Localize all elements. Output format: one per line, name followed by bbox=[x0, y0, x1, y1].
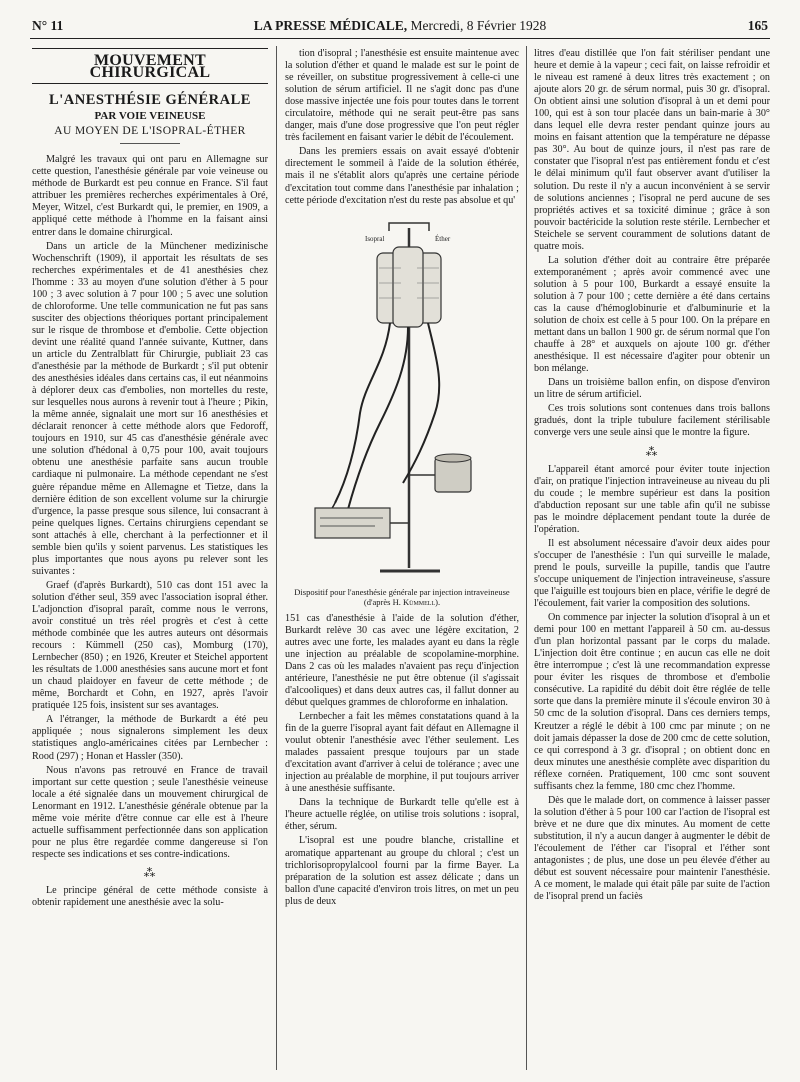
article-title: L'ANESTHÉSIE GÉNÉRALE bbox=[49, 92, 251, 109]
isopral-label: Isopral bbox=[365, 234, 385, 243]
section-separator: ⁂ bbox=[143, 865, 157, 880]
issue-date: Mercredi, 8 Février 1928 bbox=[410, 18, 547, 33]
paragraph: tion d'isopral ; l'anesthésie est ensuite maintenue avec la solution d'éther et quand le malade est sur le point de se réveiller, on substitue progressivement à celle-ci une solution de sérum artificiel. Il ne s'agit donc pas d'une dose massive injectée une fois pour toutes dans le torrent circulatoire, méthode qui ne serait peut-être pas sans danger, mais d'une dose progressive que l'on peut régler très facilement en faisant varier le débit de l'écoulement. bbox=[285, 48, 519, 144]
paragraph: L'appareil étant amorcé pour éviter toute injection d'air, on pratique l'injection intraveineuse au niveau du pli du coude ; le membre supérieur est dans la position d'abduction reposant sur une table afin qu'il ne subisse pas le moindre déplacement pendant toute la durée de l'opération. bbox=[534, 463, 770, 535]
paragraph: Ces trois solutions sont contenues dans trois ballons gradués, dont la triple tubulure facilement stérilisable converge vers une seule ainsi que le montre la figure. bbox=[534, 403, 770, 439]
column-3 bbox=[534, 48, 770, 1068]
article-subtitle: AU MOYEN DE L'ISOPRAL-ÉTHER bbox=[54, 125, 246, 138]
paragraph: Dès que le malade dort, on commence à laisser passer la solution d'éther à 5 pour 100 car l'action de l'isopral est brève et ne dure que dix minutes. Au moment de cette substitution, il n'y a aucun danger à augmenter le débit de l'écoulement de l'éther car l'isopral et l'éther sont antagonistes ; de plus, une dose un peu élevée d'éther au début est souvent nécessaire pour maintenir l'anesthésie. A ce moment, le malade qui était pâle par suite de l'action de l'isopral prend un faciès bbox=[534, 794, 770, 903]
section-separator: ⁂ bbox=[645, 444, 659, 459]
paragraph: On commence par injecter la solution d'isopral à un et demi pour 100 en mettant l'appareil à 50 cm. au-dessus d'un plan horizontal passant par le corps du malade. L'injection doit être continue ; en aucun cas elle ne doit être interrompue ; c'est là une recommandation expresse pour éviter les risques de thrombose et d'embolie consécutive. La rapidité du débit doit être réglée de telle sorte que dans la première minute il s'écoule environ 30 à 50 cmc de la solution d'isopral. Dans ces derniers temps, Kreutzer a réglé le débit à 100 cmc par minute ; on ne doit jamais dépasser la dose de 200 cmc de cette solution, ce qui correspond à 3 gr. d'isopral ; on obtient donc en deux minutes une anesthésie complète avec disparition du réflexe cornéen. Pratiquement, 100 cmc sont souvent suffisants chez la femme, 180 cmc chez l'homme. bbox=[534, 612, 770, 792]
paragraph: Dans un article de la Münchener medizinische Wochenschrift (1909), il apportait les résultats de ses recherches expérimentales et de 41 anesthésies chez l'homme : 33 au moyen d'une solution d'éther à 5 pour 100 ; 3 avec solution à 7 pour 100 ; 5 avec une solution de chloroforme. Une telle communication ne fut pas sans susciter des objections théoriques portant principalement sur le risque de thrombose et d'embolie. Cette objection devint une réalité quand l'année suivante, Kuttner, dans un article du Zentralblatt für Chirurgie, publiait 23 cas d'anesthésie par la méthode de Burkardt ; s'il put obtenir des anesthésies idéales dans certains cas, il eut néanmoins à déplorer deux cas d'embolies, non mortelles du reste, sur lesquelles nous aurons à revenir tout à l'heure ; Pikin, la même année, signalait une mort sur 16 anesthésies et déclarait renoncer à cette méthode alors que Fedoroff, toujours en 1910, sur 45 cas d'anesthésie générale avec une solution d'hédonal à 0,75 pour 100, avait toujours obtenu une anesthésie parfaite sans aucun trouble cardiaque ni pulmonaire. La méthode cependant ne s'est guère répandue même en Allemagne et Tietze, dans la dernière édition de son excellent volume sur la chirurgie d'urgence, la passe presque sous silence, lui consacrant à peine quelques lignes. Certains chirurgiens cependant se sont attachés à elle, cherchant à la perfectionner et il semble bien qu'ils y soient parvenus. Les statistiques les plus importantes que nous ayons pu relever sont les suivantes : bbox=[32, 240, 268, 577]
paragraph: Dans la technique de Burkardt telle qu'elle est à l'heure actuelle réglée, on utilise trois solutions : isopral, éther, sérum. bbox=[285, 797, 519, 833]
ether-label: Éther bbox=[435, 234, 451, 243]
paragraph: Le principe général de cette méthode consiste à obtenir rapidement une anesthésie avec la solu- bbox=[32, 885, 268, 909]
journal-title bbox=[30, 18, 770, 34]
caption-text: Dispositif pour l'anesthésie générale par injection intraveineuse (d'après H. bbox=[294, 586, 510, 607]
apparatus-illustration bbox=[285, 213, 519, 583]
paragraph: Malgré les travaux qui ont paru en Allemagne sur cette question, l'anesthésie générale par voie veineuse ou méthode de Burkardt est peu connue en France. S'il faut attribuer les premières recherches expérimentales à Oré, Meyer, Witzel, c'est Burkardt qui, le premier, en 1909, a appliqué cette méthode à l'homme en la faisant ainsi entrer dans le domaine chirurgical. bbox=[32, 154, 268, 238]
column-1 bbox=[32, 48, 268, 1068]
issue-number: N° 11 bbox=[32, 18, 64, 33]
paragraph: Dans les premiers essais on avait essayé d'obtenir directement le sommeil à l'aide de la solution éthérée, mais il ne s'établit alors qu'après une certaine période d'excitation tout comme dans l'anesthésie par inhalation ; cette période d'excitation n'est du reste pas absolue et qu' bbox=[285, 146, 519, 206]
figure-caption bbox=[293, 587, 511, 607]
paragraph: Nous n'avons pas retrouvé en France de travail important sur cette question ; seule l'anesthésie veineuse locale a été signalée dans un mouvement chirurgical de Lenormant en 1912. L'anesthésie générale obtenue par la même voie mérite d'être connue car elle est à l'heure actuelle suffisamment perfectionnée dans son application pour ne plus être regardée comme dangereuse si l'on respecte ses indications et ses contre-indications. bbox=[32, 764, 268, 860]
article-subtitle: PAR VOIE VEINEUSE bbox=[94, 110, 206, 123]
paragraph: La solution d'éther doit au contraire être préparée extemporanément ; après avoir commencé avec une solution à 5 pour 100, Burkardt a essayé ensuite la solution à 7 pour 100 ; cette dernière a été dans certains cas la cause d'hémoglobinurie et d'albuminurie et la solution de choix est celle à 5 pour 100. On la prépare en mettant dans un ballon 1 900 gr. de sérum normal que l'on chauffe à 28° et auxquels on ajoute 100 gr. d'éther anesthésique. Il est nécessaire d'agiter pour obtenir un bon mélange. bbox=[534, 254, 770, 375]
apparatus-figure bbox=[285, 213, 519, 583]
paragraph: Graef (d'après Burkardt), 510 cas dont 151 avec la solution d'éther seul, 359 avec l'association isopral éther. L'adjonction d'isopral paraît, comme nous le verrons, avoir constitué un très réel progrès et c'est à cette méthode combinée que les autres auteurs ont désormais recours : Kümmell (250 cas), Momburg (170), Lernbecher (850) ; en 1926, Kreuter et Steichel apportent les résultats de 1.000 anesthésies sans aucune mort et font un chaud plaidoyer en faveur de cette méthode ; de même, Borchardt et Cohn, en 1927, après l'avoir pratiquée 125 fois, insistent sur ses avantages. bbox=[32, 579, 268, 712]
paragraph: 151 cas d'anesthésie à l'aide de la solution d'éther, Burkardt relève 30 cas avec une légère excitation, 2 autres avec une forte, les malades ayant eu dans la règle une injection au préalable de scopolamine-morphine. Dans 2 cas où les malades n'avaient pas reçu d'injection antérieure, l'anesthésie ne put être obtenue (il s'agissait d'alcooliques) et dans deux autres cas, il fallut donner au début quelques grammes de chloroforme en inhalation. bbox=[285, 612, 519, 708]
column-divider bbox=[526, 46, 527, 1070]
paragraph: litres d'eau distillée que l'on fait stériliser pendant une heure et demie à la vapeur ; ceci fait, on laisse refroidir et le niveau est ramené à deux litres très exactement ; on ajoute alors 20 gr. de sérum normal, puis 30 gr. d'isopral. On obtient ainsi une solution d'isopral à un et demi pour 100, qui est à son tour placée dans un bain-marie à 30° dans lequel elle devra rester pendant quinze jours au moins en faisant attention que la température ne dépasse pas 30°. Au bout de quinze jours, il n'est pas rare de constater que l'isopral n'est pas entièrement fondu et c'est le délai minimum qu'il faut observer avant d'utiliser la solution. Du reste il n'y a aucun inconvénient à se servir de solutions anciennes ; l'isopral ne perd aucune de ses propriétés actives et sa toxicité diminue ; grâce à son pouvoir bactéricide la solution reste stérile. Lernbecher et Steichele se servent couramment de solutions datant de quatre mois. bbox=[534, 48, 770, 252]
paragraph: Dans un troisième ballon enfin, on dispose d'environ un litre de sérum artificiel. bbox=[534, 377, 770, 401]
page-number: 165 bbox=[747, 18, 768, 33]
column-divider bbox=[276, 46, 277, 1070]
paragraph: L'isopral est une poudre blanche, cristalline et aromatique appartenant au groupe du chloral ; c'est un trichlorisopropylalcool fourni par la firme Bayer. La préparation de la solution est assez délicate ; dans un ballon d'une capacité d'environ trois litres, on met un peu plus de deux bbox=[285, 835, 519, 907]
title-rule bbox=[120, 143, 180, 144]
caption-end: ). bbox=[435, 596, 441, 607]
caption-author: Kümmell bbox=[402, 596, 436, 607]
journal-name: LA PRESSE MÉDICALE, bbox=[253, 18, 408, 33]
column-2 bbox=[285, 48, 519, 1068]
paragraph: A l'étranger, la méthode de Burkardt a été peu appliquée ; nous signalerons simplement les deux statistiques anglo-américaines citées par Lernbecher : Rood (297) ; Honan et Hassler (350). bbox=[32, 714, 268, 762]
paragraph: Il est absolument nécessaire d'avoir deux aides pour s'occuper de l'anesthésie : l'un qui surveille le malade, prend le pouls, surveille la pupille, tandis que l'autre s'occupe uniquement de l'injection intraveineuse, s'assure que l'aiguille est toujours bien en place, vérifie le degré de l'écoulement, fait varier la composition des solutions. bbox=[534, 537, 770, 610]
page-header bbox=[30, 14, 770, 39]
section-heading: MOUVEMENT CHIRURGICAL bbox=[32, 48, 268, 84]
paragraph: Lernbecher a fait les mêmes constatations quand à la fin de la guerre l'isopral ayant fait défaut en Allemagne il voulut obtenir l'anesthésie avec l'éther seulement. Les malades passaient presque toujours par un stade d'excitation avant d'arriver à celui de tolérance ; avec une injection au préalable de morphine, il put toujours arriver à une anesthésie suffisante. bbox=[285, 710, 519, 795]
